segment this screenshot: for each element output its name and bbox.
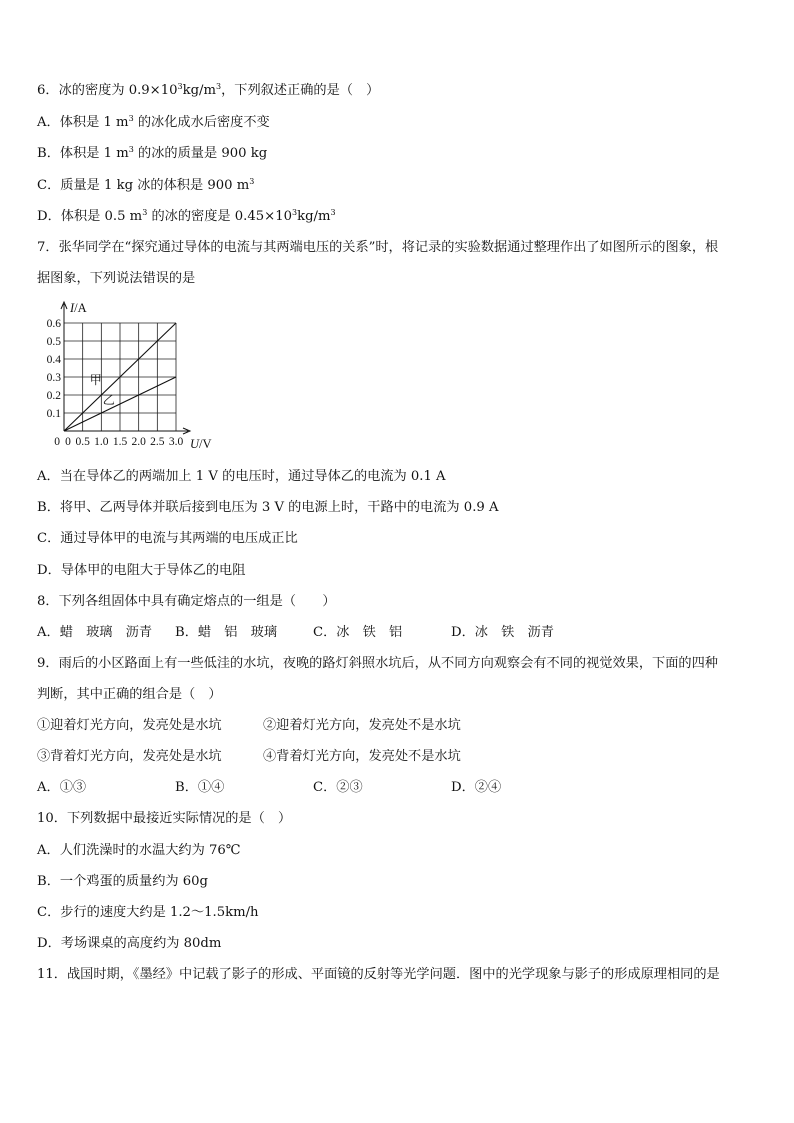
series-label-jia: 甲 <box>89 373 102 388</box>
q6-stem: 6．冰的密度为 $0.9\times 10^3kg/m^3$，下列叙述正确的是（ ） <box>37 82 380 98</box>
q6-option-d: D．体积是 0.5 $m^3$ 的冰的密度是 $0.45\times 10^3kg/m^3$ <box>37 208 336 224</box>
q7-option-c: C．通过导体甲的电流与其两端的电压成正比 <box>37 531 298 546</box>
q7-option-a: A．当在导体乙的两端加上 1 V 的电压时，通过导体乙的电流为 0.1 A <box>37 469 446 484</box>
q8-option-d: D．冰 铁 沥青 <box>451 625 554 640</box>
y-tick-label: 0.3 <box>46 372 61 384</box>
q9-statement-1: ①迎着灯光方向，发亮处是水坑 <box>37 718 222 733</box>
q10-option-c: C．步行的速度大约是 1.2～1.5km/h <box>37 905 259 920</box>
q9-statements-row1 <box>37 717 764 735</box>
q10-option-b: B．一个鸡蛋的质量约为 60g <box>37 874 208 889</box>
q7-stem-line2: 据图象，下列说法错误的是 <box>37 271 196 286</box>
q8-option-a: A．蜡 玻璃 沥青 <box>37 625 153 640</box>
x-tick-label: 2.0 <box>131 436 146 448</box>
y-tick-label: 0.6 <box>46 318 61 330</box>
q8-option-c: C．冰 铁 铝 <box>313 625 403 640</box>
q9-statement-4: ④背着灯光方向，发亮处不是水坑 <box>263 749 461 764</box>
q10-option-d: D．考场课桌的高度约为 80dm <box>37 936 222 951</box>
q9-stem-line2: 判断，其中正确的组合是（ ） <box>37 687 222 702</box>
q6-option-c: C．质量是 1 kg 冰的体积是 900 $m^3$ <box>37 177 255 193</box>
q9-option-a: A．①③ <box>37 780 87 795</box>
q8-stem: 8．下列各组固体中具有确定熔点的一组是（ ） <box>37 594 336 609</box>
y-axis-title: I/A <box>70 301 87 315</box>
q8-options <box>37 624 764 642</box>
y-tick-label: 0.5 <box>46 336 61 348</box>
q9-option-d: D．②④ <box>451 780 502 795</box>
q9-option-c: C．②③ <box>313 780 363 795</box>
y-tick-label: 0.4 <box>46 354 61 366</box>
q7-stem-line1: 7．张华同学在“探究通过导体的电流与其两端电压的关系”时，将记录的实验数据通过整理作出了如图所示的图象，根 <box>37 240 719 255</box>
x-tick-label: 0.5 <box>75 436 90 448</box>
q9-stem-line1: 9．雨后的小区路面上有一些低洼的水坑，夜晚的路灯斜照水坑后，从不同方向观察会有不同的视觉效果，下面的四种 <box>37 656 718 671</box>
y-tick-label: 0.2 <box>46 390 61 402</box>
x-tick-label: 2.5 <box>150 436 165 448</box>
q9-statement-3: ③背着灯光方向，发亮处是水坑 <box>37 749 222 764</box>
q11-stem: 11．战国时期，《墨经》中记载了影子的形成、平面镜的反射等光学问题．图中的光学现象与影子的形成原理相同的是 <box>37 967 720 982</box>
iu-graph-svg <box>36 298 246 460</box>
x-tick-label: 3.0 <box>168 436 184 448</box>
q10-stem: 10．下列数据中最接近实际情况的是（ ） <box>37 811 292 826</box>
x-tick-label: 1.0 <box>94 436 109 448</box>
iu-graph <box>36 298 246 460</box>
series-label-yi: 乙 <box>102 393 115 407</box>
q9-statements-row2 <box>37 748 764 766</box>
x-tick-label: 0 <box>54 436 60 448</box>
y-tick-label: 0.1 <box>46 408 61 420</box>
q9-option-b: B．①④ <box>175 780 225 795</box>
q10-option-a: A．人们洗澡时的水温大约为 76℃ <box>37 843 241 858</box>
q6-option-a: A．体积是 1 $m^3$ 的冰化成水后密度不变 <box>37 114 270 130</box>
q9-options <box>37 779 764 797</box>
q7-option-d: D．导体甲的电阻大于导体乙的电阻 <box>37 563 246 578</box>
q7-option-b: B．将甲、乙两导体并联后接到电压为 3 V 的电源上时，干路中的电流为 0.9 A <box>37 500 499 515</box>
q8-option-b: B．蜡 铝 玻璃 <box>175 625 278 640</box>
q6-option-b: B．体积是 1 $m^3$ 的冰的质量是 900 kg <box>37 145 268 161</box>
origin-label: 0 <box>65 436 71 448</box>
x-axis-title: U/V <box>190 437 212 451</box>
x-tick-label: 1.5 <box>112 436 128 448</box>
q9-statement-2: ②迎着灯光方向，发亮处不是水坑 <box>263 718 461 733</box>
